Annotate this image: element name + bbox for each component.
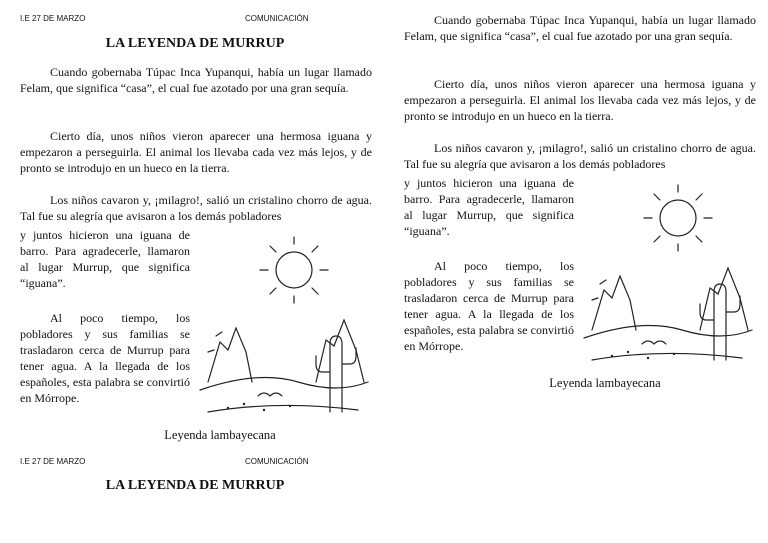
paragraph-1: Cuando gobernaba Túpac Inca Yupanqui, había un lugar llamado Felam, que significa “casa”, el cual fue azotado por una gran sequía.	[20, 65, 372, 95]
paragraph-1-right: Cuando gobernaba Túpac Inca Yupanqui, había un lugar llamado Felam, que significa “casa”, el cual fue azotado por una gran sequía.	[404, 13, 756, 43]
header-date-2: I.E 27 DE MARZO	[20, 457, 86, 466]
paragraph-3-continued: y juntos hicieron una iguana de barro. Para agradecerle, llamaron al lugar Murrup, que significa “iguana”.	[20, 228, 190, 290]
paragraph-3-continued-right: y juntos hicieron una iguana de barro. Para agradecerle, llamaron al lugar Murrup, que significa “iguana”.	[404, 176, 574, 238]
page-title: LA LEYENDA DE MURRUP	[105, 36, 285, 51]
header-date: I.E 27 DE MARZO	[20, 14, 86, 23]
page-title-2: LA LEYENDA DE MURRUP	[105, 478, 285, 493]
header-subject-2: COMUNICACIÓN	[245, 457, 309, 466]
paragraph-3: Los niños cavaron y, ¡milagro!, salió un cristalino chorro de agua. Tal fue su alegría que avisaron a los demás pobladores	[20, 193, 372, 223]
paragraph-4-right: Al poco tiempo, los pobladores y sus familias se trasladaron cerca de Murrup para tener agua. A la llegada de los españoles, esta palabra se convirtió en Mórrope.	[404, 259, 574, 353]
header-subject: COMUNICACIÓN	[245, 14, 309, 23]
paragraph-4: Al poco tiempo, los pobladores y sus familias se trasladaron cerca de Murrup para tener agua. A la llegada de los españoles, esta palabra se convirtió en Mórrope.	[20, 311, 190, 405]
desert-sun-cactus-illustration	[198, 232, 370, 420]
caption: Leyenda lambayecana	[164, 428, 276, 442]
paragraph-2: Cierto día, unos niños vieron aparecer una hermosa iguana y empezaron a perseguirla. El animal los llevaba cada vez más lejos, y de pronto se introdujo en un hueco en la tierra.	[20, 129, 372, 175]
desert-sun-cactus-illustration-right	[582, 180, 754, 368]
paragraph-2-right: Cierto día, unos niños vieron aparecer una hermosa iguana y empezaron a perseguirla. El animal los llevaba cada vez más lejos, y de pronto se introdujo en un hueco en la tierra.	[404, 77, 756, 123]
caption-right: Leyenda lambayecana	[549, 376, 661, 390]
paragraph-3-right: Los niños cavaron y, ¡milagro!, salió un cristalino chorro de agua. Tal fue su alegría que avisaron a los demás pobladores	[404, 141, 756, 171]
